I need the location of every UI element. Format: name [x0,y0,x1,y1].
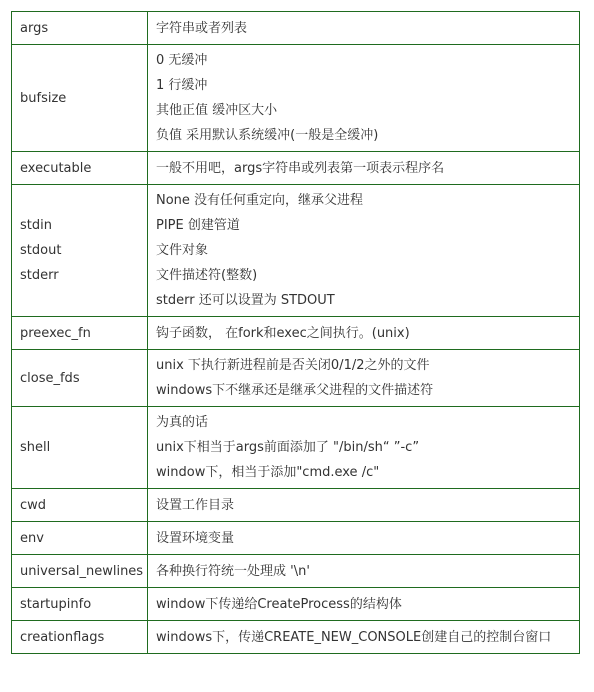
param-name-cell [12,350,148,407]
param-desc-line: PIPE 创建管道 [156,218,240,233]
param-desc-cell [148,45,580,152]
param-desc-line: None 没有任何重定向，继承父进程 [156,193,364,208]
table-row [12,489,580,522]
param-name-cell [12,407,148,489]
table-row [12,407,580,489]
table-row [12,621,580,654]
param-desc-line: 负值 采用默认系统缓冲(一般是全缓冲) [156,128,379,143]
param-name-cell [12,12,148,45]
param-desc-cell [148,152,580,185]
param-desc-line: 设置工作目录 [156,497,235,513]
param-desc-line: unix 下执行新进程前是否关闭0/1/2之外的文件 [156,358,430,373]
param-desc-line: 一般不用吧，args字符串或列表第一项表示程序名 [156,160,445,176]
param-desc-cell [148,350,580,407]
param-desc-line: 1 行缓冲 [156,78,208,93]
param-desc-line: 文件对象 [156,243,209,258]
param-desc-cell [148,185,580,317]
param-name-cell [12,185,148,317]
param-desc-line: window下传递给CreateProcess的结构体 [156,596,402,612]
param-desc-line: 钩子函数， 在fork和exec之间执行。(unix) [156,325,410,341]
param-desc-cell [148,12,580,45]
param-name-cell [12,45,148,152]
param-desc-cell [148,588,580,621]
table-row [12,152,580,185]
param-name: args [20,20,49,36]
param-name: universal_newlines [20,563,144,579]
param-desc-line: windows下不继承还是继承父进程的文件描述符 [156,383,434,398]
param-name-cell [12,317,148,350]
param-name: shell [20,440,51,455]
param-desc-line: 为真的话 [156,415,209,430]
param-desc-line: 各种换行符统一处理成 '\n' [156,563,310,579]
param-name: preexec_fn [20,325,91,341]
param-desc-cell [148,522,580,555]
param-name: creationflags [20,629,105,645]
param-desc-line: 文件描述符(整数) [156,268,258,283]
param-desc-cell [148,489,580,522]
table-row [12,522,580,555]
param-name-cell [12,489,148,522]
param-name: stderr [20,268,59,283]
param-desc-cell [148,407,580,489]
table-row [12,555,580,588]
parameters-table-body [12,12,580,654]
param-name: executable [20,160,92,176]
table-row [12,45,580,152]
table-row [12,317,580,350]
param-name: stdout [20,243,62,258]
param-name-cell [12,555,148,588]
param-name: bufsize [20,90,67,106]
param-name: stdin [20,218,52,233]
param-name: startupinfo [20,596,92,612]
param-desc-line: unix下相当于args前面添加了 "/bin/sh“ ”-c” [156,440,420,455]
table-row [12,588,580,621]
param-name: env [20,530,44,546]
parameters-table [11,11,580,654]
param-desc-line: 0 无缓冲 [156,53,208,68]
param-name: cwd [20,497,47,513]
param-name-cell [12,621,148,654]
table-row [12,185,580,317]
param-desc-line: 字符串或者列表 [156,20,248,36]
table-row [12,12,580,45]
param-desc-line: windows下，传递CREATE_NEW_CONSOLE创建自己的控制台窗口 [156,629,552,645]
param-desc-line: 设置环境变量 [156,530,235,546]
param-name-cell [12,522,148,555]
param-desc-line: window下，相当于添加"cmd.exe /c" [156,465,380,480]
param-desc-line: 其他正值 缓冲区大小 [156,103,278,118]
table-row [12,350,580,407]
param-name-cell [12,152,148,185]
param-name-cell [12,588,148,621]
param-desc-cell [148,317,580,350]
param-desc-cell [148,621,580,654]
param-desc-cell [148,555,580,588]
param-name: close_fds [20,370,80,386]
param-desc-line: stderr 还可以设置为 STDOUT [156,293,335,308]
